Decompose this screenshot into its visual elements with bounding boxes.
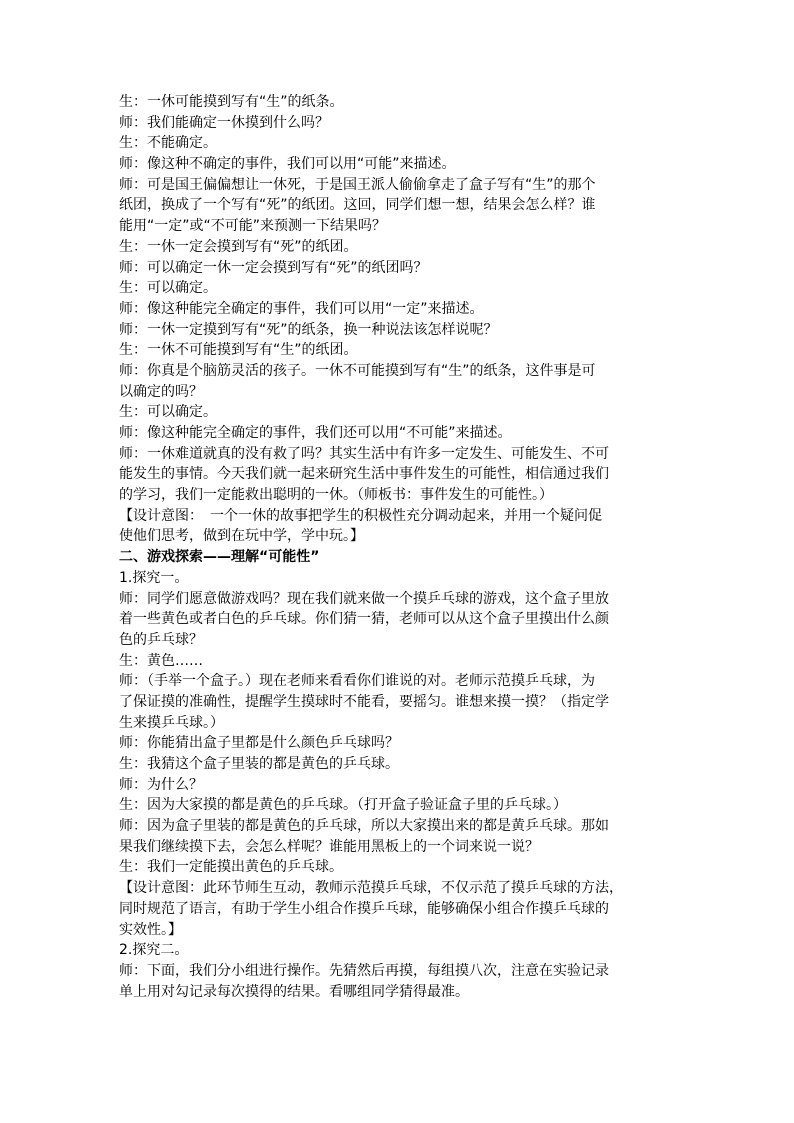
text-line: 以确定的吗？ (119, 383, 203, 400)
text-line: 师：因为盒子里装的都是黄色的乒乓球，所以大家摸出来的都是黄乒乓球。那如 (119, 818, 609, 835)
text-line: 生：不能确定。 (119, 135, 217, 152)
text-line: 同时规范了语言，有助于学生小组合作摸乒乓球，能够确保小组合作摸乒乓球的 (119, 900, 609, 917)
text-line: 师：同学们愿意做游戏吗？现在我们就来做一个摸乒乓球的游戏，这个盒子里放 (119, 590, 609, 607)
section-heading: 二、游戏探索——理解“可能性” (119, 549, 320, 566)
text-line: 师：下面，我们分小组进行操作。先猜然后再摸，每组摸八次，注意在实验记录 (119, 962, 609, 979)
text-line: 使他们思考，做到在玩中学，学中玩。】 (119, 528, 364, 545)
text-line: 师：我们能确定一休摸到什么吗？ (119, 114, 329, 131)
text-line: 生：可以确定。 (119, 404, 217, 421)
text-line: 生：可以确定。 (119, 280, 217, 297)
text-line: 单上用对勾记录每次摸得的结果。看哪组同学猜得最准。 (119, 983, 469, 1000)
text-line: 师：可是国王偏偏想让一休死，于是国王派人偷偷拿走了盒子写有“生”的那个 (119, 176, 596, 193)
text-line: 【设计意图：此环节师生互动，教师示范摸乒乓球，不仅示范了摸乒乓球的方法， (119, 880, 623, 897)
text-line: 师：一休一定摸到写有“死”的纸条，换一种说法该怎样说呢？ (119, 321, 498, 338)
text-line: 师：为什么？ (119, 776, 203, 793)
text-line: 能用“一定”或“不可能”来预测一下结果吗？ (119, 218, 387, 235)
text-line: 师：可以确定一休一定会摸到写有“死”的纸团吗？ (119, 259, 428, 276)
text-line: 师：你真是个脑筋灵活的孩子。一休不可能摸到写有“生”的纸条，这件事是可 (119, 362, 596, 379)
text-line: 生：我们一定能摸出黄色的乒乓球。 (119, 859, 343, 876)
text-line: 色的乒乓球？ (119, 631, 203, 648)
text-line: 师：你能猜出盒子里都是什么颜色乒乓球吗？ (119, 735, 399, 752)
text-line: 实效性。】 (119, 921, 182, 938)
text-line: 生：一休可能摸到写有“生”的纸条。 (119, 94, 344, 110)
text-line: 【设计意图： 一个一休的故事把学生的积极性充分调动起来，并用一个疑问促 (119, 507, 602, 524)
text-line: 生：一休一定会摸到写有“死”的纸团。 (119, 238, 358, 255)
text-line: 生：一休不可能摸到写有“生”的纸团。 (119, 342, 358, 359)
text-line: 师：像这种不确定的事件，我们可以用“可能”来描述。 (119, 156, 456, 173)
text-line: 师：像这种能完全确定的事件，我们可以用“一定”来描述。 (119, 300, 484, 317)
text-line: 着一些黄色或者白色的乒乓球。你们猜一猜，老师可以从这个盒子里摸出什么颜 (119, 611, 609, 628)
text-line: 果我们继续摸下去，会怎么样呢？谁能用黑板上的一个词来说一说？ (119, 838, 539, 855)
text-line: 师：（手举一个盒子。）现在老师来看看你们谁说的对。老师示范摸乒乓球，为 (119, 673, 595, 690)
text-line: 2.探究二。 (119, 942, 189, 959)
document-page (119, 92, 679, 1002)
text-line: 师：一休难道就真的没有救了吗？其实生活中有许多一定发生、可能发生、不可 (119, 445, 609, 462)
text-line: 的学习，我们一定能救出聪明的一休。（师板书：事件发生的可能性。） (119, 487, 553, 504)
text-line: 生：黄色…… (119, 652, 203, 669)
text-line: 生：因为大家摸的都是黄色的乒乓球。（打开盒子验证盒子里的乒乓球。） (119, 797, 567, 814)
text-line: 生：我猜这个盒子里装的都是黄色的乒乓球。 (119, 756, 399, 772)
text-line: 了保证摸的准确性，提醒学生摸球时不能看，要摇匀。谁想来摸一摸？（指定学 (119, 693, 609, 710)
text-line: 能发生的事情。今天我们就一起来研究生活中事件发生的可能性，相信通过我们 (119, 466, 609, 483)
text-line: 1.探究一。 (119, 569, 189, 586)
text-line: 生来摸乒乓球。） (119, 714, 224, 731)
text-line: 纸团，换成了一个写有“死”的纸团。这回，同学们想一想，结果会怎么样？谁 (119, 197, 596, 214)
text-line: 师：像这种能完全确定的事件，我们还可以用“不可能”来描述。 (119, 425, 512, 441)
